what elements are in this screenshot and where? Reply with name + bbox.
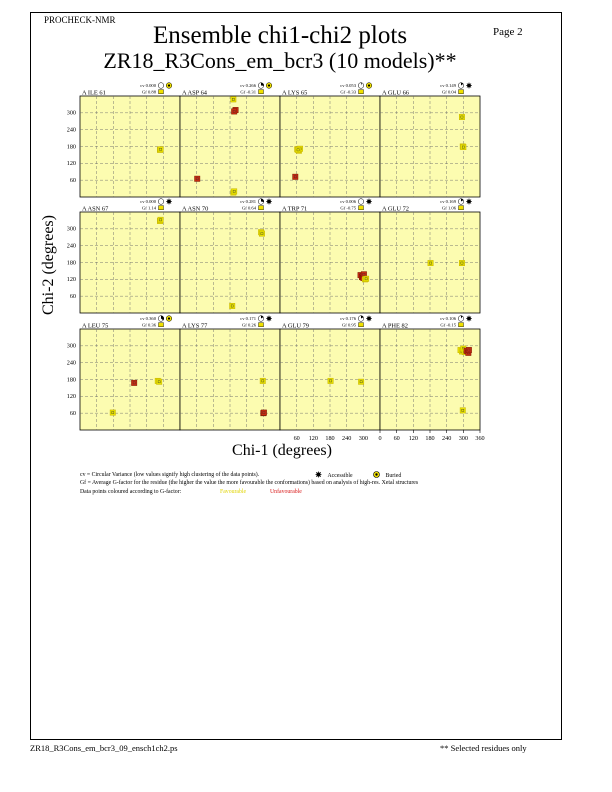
cv-pie-icon [458,316,464,322]
buried-icon-core [168,84,170,86]
page-title: Ensemble chi1-chi2 plots [152,22,408,49]
cv-value: cv 0.360 [140,316,156,321]
gf-value: Gf 0.26 [241,322,256,328]
y-tick-label: 300 [66,109,76,117]
cv-pie-slice [261,199,264,202]
data-point [230,303,235,308]
x-tick-label: 120 [308,435,318,442]
footer-filename: ZR18_R3Cons_em_bcr3_09_ensch1ch2.ps [30,743,178,753]
gf-swatch [359,323,364,327]
buried-icon-core [368,84,370,86]
gf-swatch [359,206,364,210]
y-tick-label: 120 [66,160,76,168]
panel-a-glu-66 [380,83,480,198]
y-tick-label: 120 [66,393,76,401]
cv-pie-icon [358,316,364,322]
accessible-icon [266,316,272,322]
y-tick-label: 180 [66,143,76,151]
panel-a-phe-82 [380,316,480,431]
legend [80,471,418,496]
data-point [259,231,264,236]
gf-value: Gf -0.15 [440,322,456,328]
buried-icon-core [168,317,170,319]
panel-a-glu-72 [380,199,480,314]
x-tick-label: 360 [475,435,485,442]
data-point [363,276,368,281]
legend-favourable: Favourable [220,488,247,495]
gf-swatch [459,90,464,94]
data-point [460,408,465,413]
panel-a-glu-79 [280,316,380,431]
gf-value: Gf 1.14 [141,205,156,211]
legend-unfavourable: Unfavourable [270,488,302,495]
legend-accessible-label: Accessible [327,473,353,479]
gf-value: Gf 0.64 [241,205,256,211]
data-point [156,379,161,384]
data-point [461,144,466,149]
gf-swatch [459,206,464,210]
gf-swatch [459,323,464,327]
panel-a-asn-70 [180,199,280,314]
cv-pie-ring [158,199,164,205]
residue-label: A GLU 72 [382,205,409,213]
x-tick-label: 240 [442,435,452,442]
cv-pie-ring [158,83,164,89]
buried-icon [366,83,372,89]
gf-swatch [259,206,264,210]
buried-icon [373,471,380,478]
cv-pie-slice [261,83,264,86]
y-tick-label: 180 [66,376,76,384]
gf-value: Gf -0.75 [340,205,356,211]
y-tick-label: 60 [69,292,76,300]
y-tick-label: 60 [69,409,76,417]
y-tick-label: 60 [69,176,76,184]
residue-label: A GLU 79 [282,322,309,330]
accessible-icon [366,316,372,322]
legend-buried-label: Buried [385,473,402,479]
cv-pie-icon [358,83,364,89]
cv-pie-icon [158,83,164,89]
buried-icon [266,83,272,89]
accessible-icon [315,471,322,478]
accessible-icon [366,199,372,205]
residue-label: A PHE 82 [382,322,408,330]
panel-a-ile-61 [80,83,180,197]
residue-label: A ASN 70 [182,205,209,213]
data-point [231,109,236,114]
y-tick-label: 240 [66,242,76,250]
residue-label: A LYS 77 [182,322,208,330]
residue-label: A LYS 65 [282,89,308,97]
residue-label: A ILE 61 [82,89,106,97]
gf-swatch [259,323,264,327]
legend-colour-text: Data points coloured according to G-factor: [80,488,182,495]
y-tick-label: 240 [66,126,76,134]
gf-swatch [359,90,364,94]
y-tick-label: 300 [66,225,76,233]
cv-value: cv 0.149 [440,83,456,88]
buried-icon [166,316,172,322]
y-tick-label: 180 [66,259,76,267]
cv-value: cv 0.176 [340,316,356,321]
buried-icon [166,83,172,89]
accessible-icon [266,199,272,205]
gf-swatch [159,206,164,210]
accessible-icon [466,83,472,89]
cv-value: cv 0.000 [140,83,156,88]
y-tick-label: 120 [66,276,76,284]
gf-value: Gf 0.88 [141,89,156,95]
cv-value: cv 0.281 [240,199,256,204]
residue-label: A ASN 67 [82,205,109,213]
legend-gf-text: Gf = Average G-factor for the residue (the higher the value the more favourable the conformations) based on analysis of high-res. Xetal structures [80,480,419,487]
gf-value: Gf 1.06 [441,205,456,211]
data-point [466,347,471,352]
gf-swatch [159,323,164,327]
gf-value: Gf -0.31 [240,89,256,95]
accessible-icon [466,316,472,322]
cv-value: cv 0.053 [340,83,356,88]
data-point [328,378,333,383]
x-tick-label: 0 [378,435,382,442]
cv-pie-icon [258,83,264,89]
data-point [231,97,236,102]
panel-a-asp-64 [180,83,280,197]
data-point [358,379,363,384]
x-tick-label: 180 [325,435,335,442]
data-point [110,410,115,415]
cv-pie-icon [458,199,464,205]
gf-swatch [159,90,164,94]
page-subtitle: ZR18_R3Cons_em_bcr3 (10 models)** [103,48,457,73]
buried-icon-core [268,84,270,86]
page-number: Page 2 [493,26,523,38]
footer-note: ** Selected residues only [440,743,527,753]
cv-value: cv 0.169 [440,199,456,204]
x-axis-label: Chi-1 (degrees) [232,442,332,459]
cv-value: cv 0.171 [240,316,256,321]
residue-label: A TRP 71 [282,205,308,213]
gf-value: Gf 0.95 [341,322,356,328]
data-point [428,260,433,265]
cv-value: cv 0.266 [240,83,256,88]
y-tick-label: 300 [66,342,76,350]
x-tick-label: 300 [458,435,468,442]
cv-pie-icon [158,199,164,205]
panel-a-asn-67 [80,199,180,314]
panel-a-lys-77 [180,316,280,431]
cv-value: cv 0.006 [340,199,356,204]
x-tick-label: 60 [293,435,300,442]
gf-swatch [259,90,264,94]
panel-a-lys-65 [280,83,380,197]
data-point [261,410,266,415]
x-tick-label: 300 [358,435,368,442]
data-point [293,174,298,179]
accessible-icon [166,199,172,205]
cv-pie-icon [258,199,264,205]
x-tick-label: 180 [425,435,435,442]
x-tick-label: 120 [408,435,418,442]
accessible-icon [466,199,472,205]
data-point [158,217,163,222]
x-tick-label: 60 [393,435,400,442]
y-tick-label: 240 [66,359,76,367]
residue-label: A GLU 66 [382,89,409,97]
gf-value: Gf 0.36 [141,322,156,328]
program-name: PROCHECK-NMR [44,15,116,25]
data-point [158,147,163,152]
data-point [459,260,464,265]
panel-a-leu-75 [80,316,180,430]
residue-label: A LEU 75 [82,322,109,330]
data-point [260,378,265,383]
cv-pie-icon [158,316,164,322]
panel-a-trp-71 [280,199,380,314]
gf-value: Gf 0.04 [441,89,456,95]
data-point [231,189,236,194]
cv-pie-icon [258,316,264,322]
residue-label: A ASP 64 [182,89,207,97]
cv-pie-icon [358,199,364,205]
data-point [131,380,136,385]
cv-pie-icon [458,83,464,89]
y-axis-label: Chi-2 (degrees) [40,215,57,315]
data-point [295,147,300,152]
legend-cv-text: cv = Circular Variance (low values signify high clustering of the data points). [80,472,260,478]
data-point [195,176,200,181]
x-tick-label: 240 [342,435,352,442]
cv-value: cv 0.106 [440,316,456,321]
data-point [459,114,464,119]
cv-value: cv 0.000 [140,199,156,204]
gf-value: Gf -0.33 [340,89,356,95]
